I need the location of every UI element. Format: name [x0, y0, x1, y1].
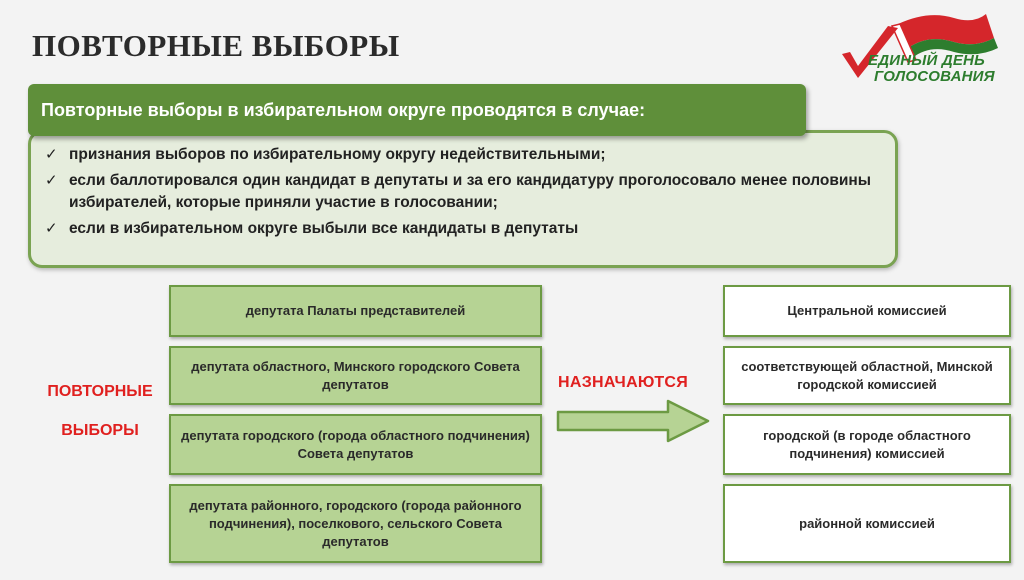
check-icon: ✓ [45, 172, 58, 189]
condition-text: если в избирательном округе выбыли все кандидаты в депутаты [69, 220, 579, 237]
commission-box-city: городской (в городе областного подчинения) комиссией [723, 414, 1011, 475]
assign-label: НАЗНАЧАЮТСЯ [558, 374, 689, 391]
logo [836, 8, 1012, 88]
check-icon: ✓ [45, 220, 58, 237]
side-label-line2: ВЫБОРЫ [61, 422, 139, 439]
condition-item [45, 218, 881, 240]
logo-text-line1: ЕДИНЫЙ ДЕНЬ [868, 52, 985, 69]
deputy-box-regional-council: депутата областного, Минского городского Совета депутатов [169, 346, 542, 405]
side-label-line1: ПОВТОРНЫЕ [47, 383, 153, 400]
right-arrow-icon [556, 398, 712, 444]
condition-item [45, 144, 881, 166]
page-title: ПОВТОРНЫЕ ВЫБОРЫ [32, 28, 400, 63]
logo-text-line2: ГОЛОСОВАНИЯ [874, 68, 995, 85]
commission-box-regional: соответствующей областной, Минской городской комиссией [723, 346, 1011, 405]
deputy-box-city-council: депутата городского (города областного подчинения) Совета депутатов [169, 414, 542, 475]
commission-box-central: Центральной комиссией [723, 285, 1011, 337]
condition-text: если баллотировался один кандидат в депутаты и за его кандидатуру проголосовало менее половины избирателей, которые приняли участие в голосовании; [69, 172, 871, 211]
conditions-header: Повторные выборы в избирательном округе проводятся в случае: [28, 84, 806, 136]
check-icon: ✓ [45, 146, 58, 163]
deputy-box-district-council: депутата районного, городского (города районного подчинения), поселкового, сельского Совета депутатов [169, 484, 542, 563]
deputy-box-house-of-representatives: депутата Палаты представителей [169, 285, 542, 337]
condition-text: признания выборов по избирательному округу недействительными; [69, 146, 606, 163]
commission-box-district: районной комиссией [723, 484, 1011, 563]
conditions-list [28, 130, 898, 268]
condition-item [45, 170, 881, 214]
